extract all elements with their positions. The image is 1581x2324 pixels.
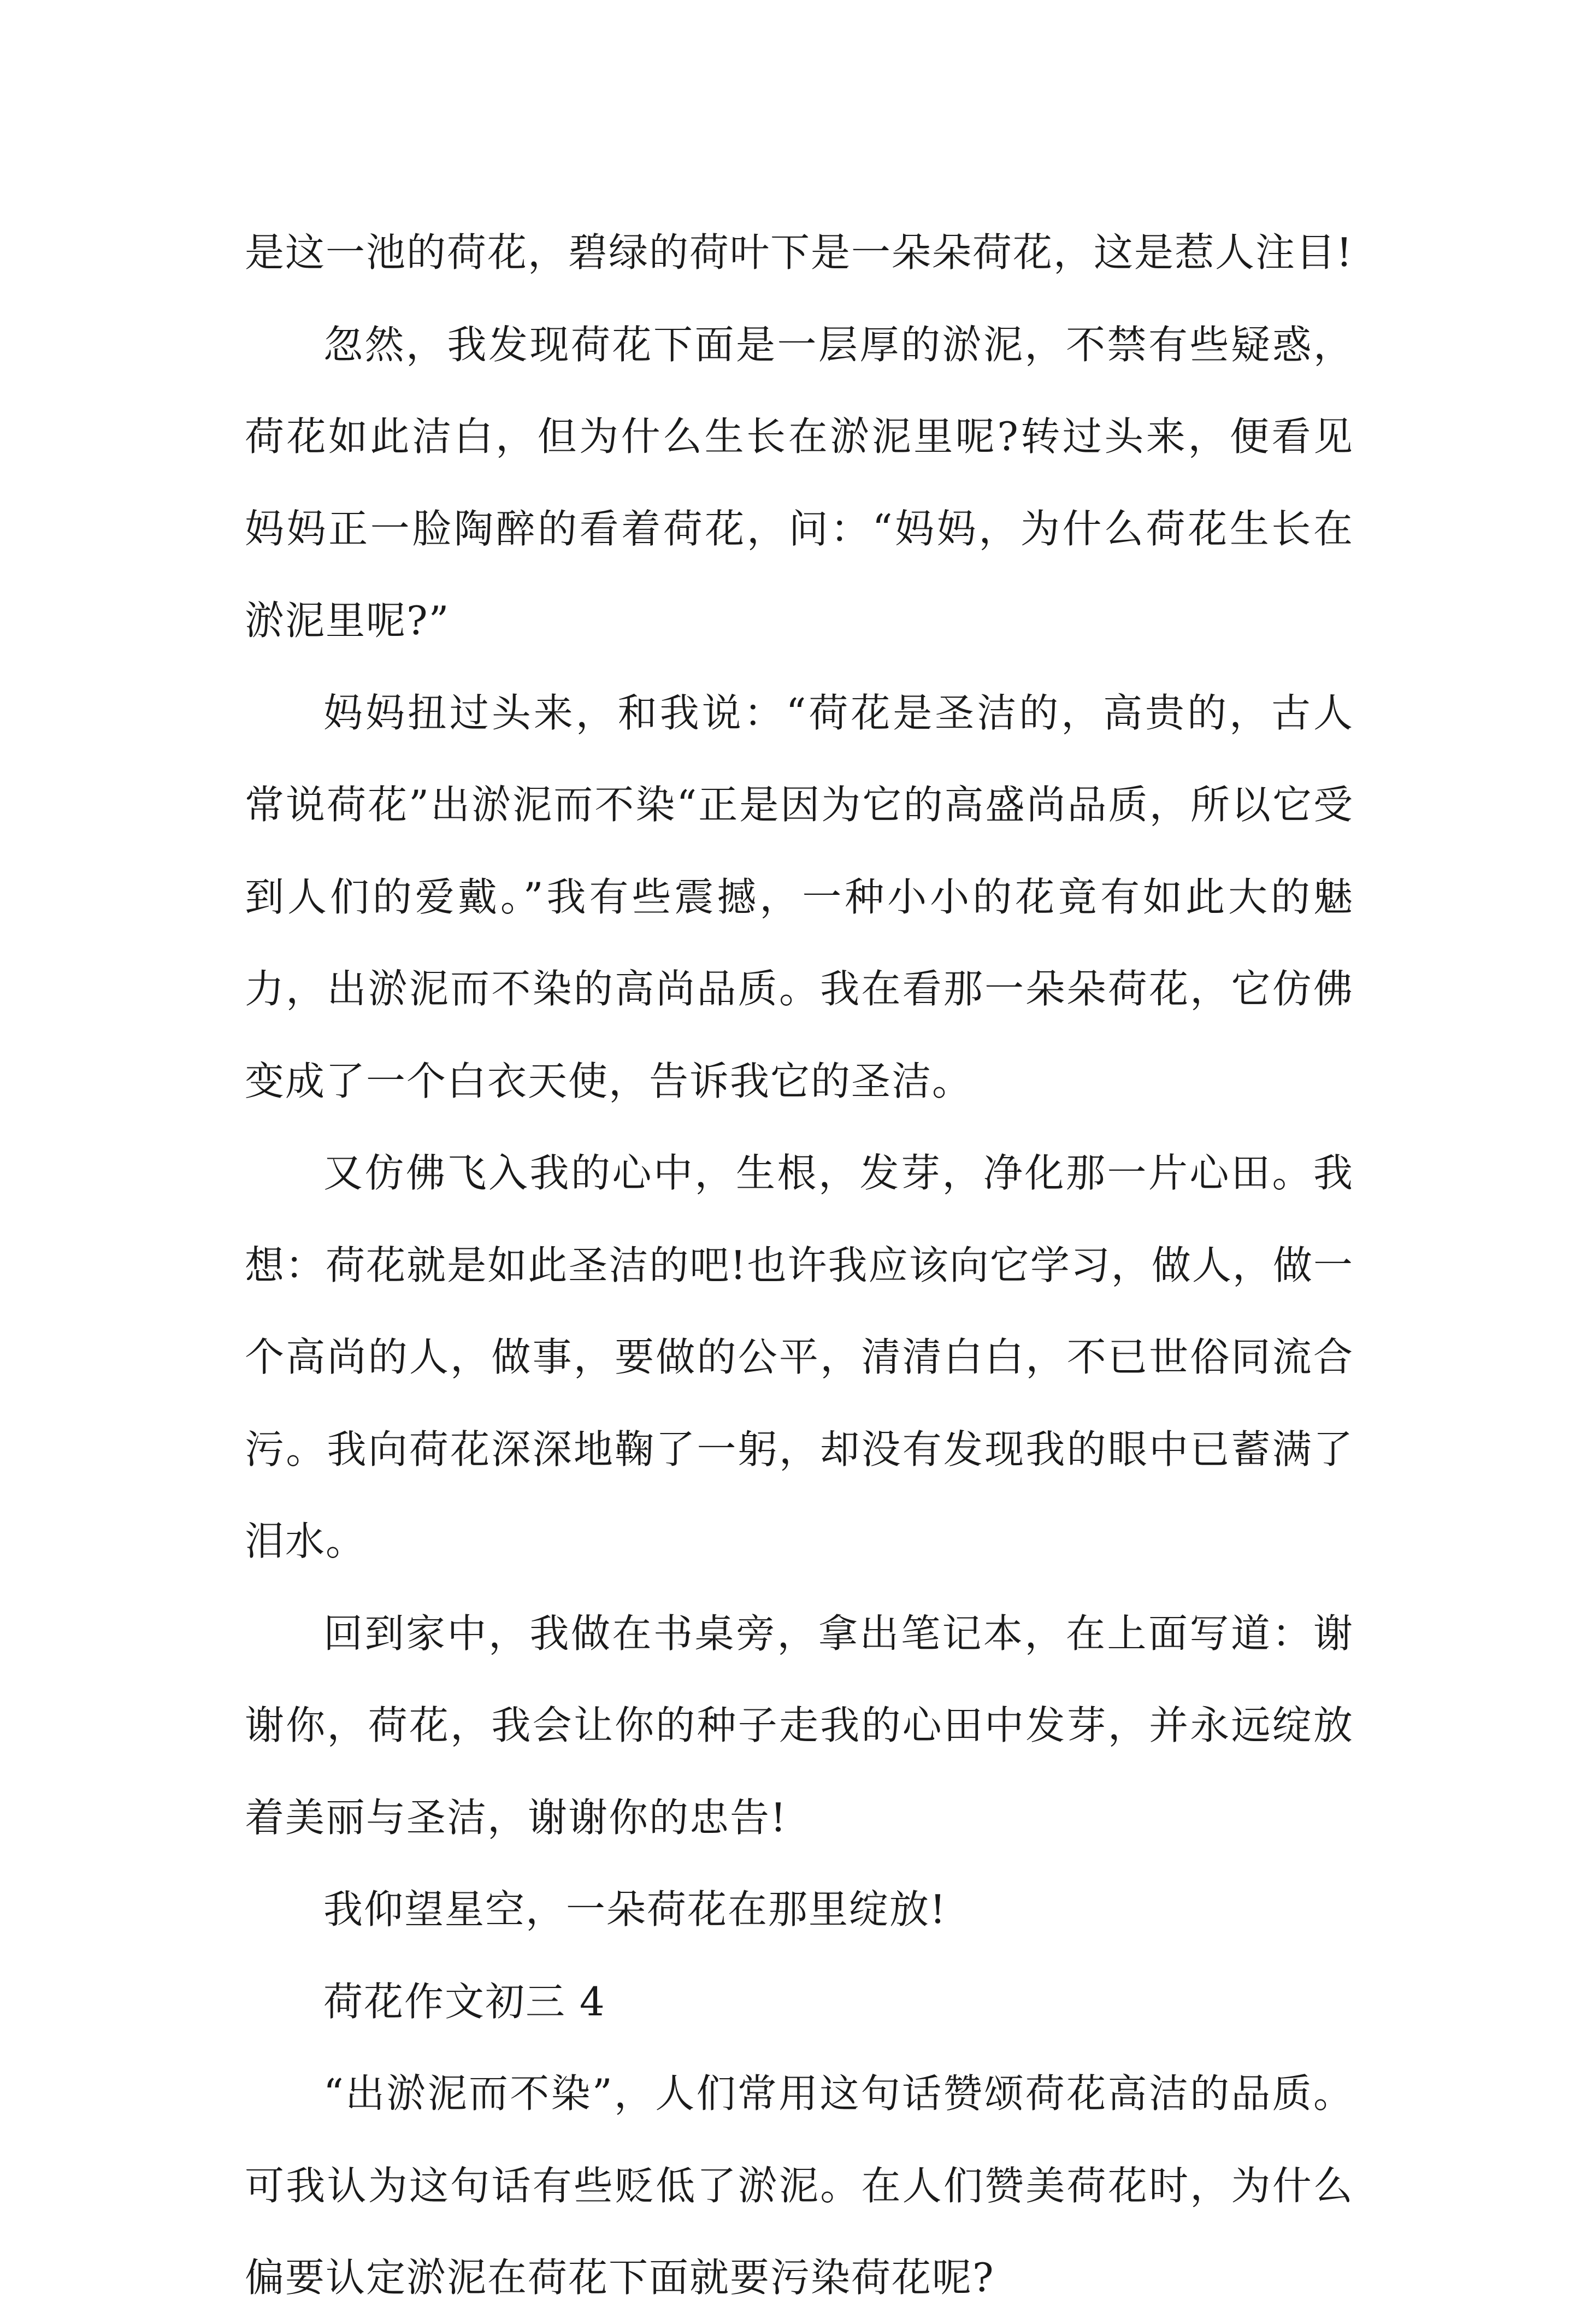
paragraph-4: 又仿佛飞入我的心中，生根，发芽，净化那一片心田。我想：荷花就是如此圣洁的吧!也许我应该向它学习，做人，做一个高尚的人，做事，要做的公平，清清白白，不已世俗同流合污。我向荷花深深地鞠了一躬，却没有发现我的眼中已蓄满了泪水。 (245, 1150, 1354, 1564)
paragraph-6: 我仰望星空，一朵荷花在那里绽放! (323, 1886, 947, 1932)
paragraph-5: 回到家中，我做在书桌旁，拿出笔记本，在上面写道：谢谢你，荷花，我会让你的种子走我的心田中发芽，并永远绽放着美丽与圣洁，谢谢你的忠告! (245, 1610, 1354, 1841)
section-heading: 荷花作文初三 4 (323, 1978, 606, 2025)
paragraph-3: 妈妈扭过头来，和我说：“荷花是圣洁的，高贵的，古人常说荷花”出淤泥而不染“正是因为它的高盛尚品质，所以它受到人们的爱戴。”我有些震撼，一种小小的花竟有如此大的魅力，出淤泥而不染的高尚品质。我在看那一朵朵荷花，它仿佛变成了一个白衣天使，告诉我它的圣洁。 (245, 689, 1354, 1104)
paragraph-7: “出淤泥而不染”，人们常用这句话赞颂荷花高洁的品质。可我认为这句话有些贬低了淤泥。在人们赞美荷花时，为什么偏要认定淤泥在荷花下面就要污染荷花呢? (245, 2071, 1354, 2301)
paragraph-2: 忽然，我发现荷花下面是一层厚的淤泥，不禁有些疑惑，荷花如此洁白，但为什么生长在淤泥里呢?转过头来，便看见妈妈正一脸陶醉的看着荷花，问：“妈妈，为什么荷花生长在淤泥里呢?” (245, 321, 1354, 644)
document-body (245, 207, 1354, 2324)
paragraph-1: 是这一池的荷花，碧绿的荷叶下是一朵朵荷花，这是惹人注目! (245, 229, 1353, 275)
